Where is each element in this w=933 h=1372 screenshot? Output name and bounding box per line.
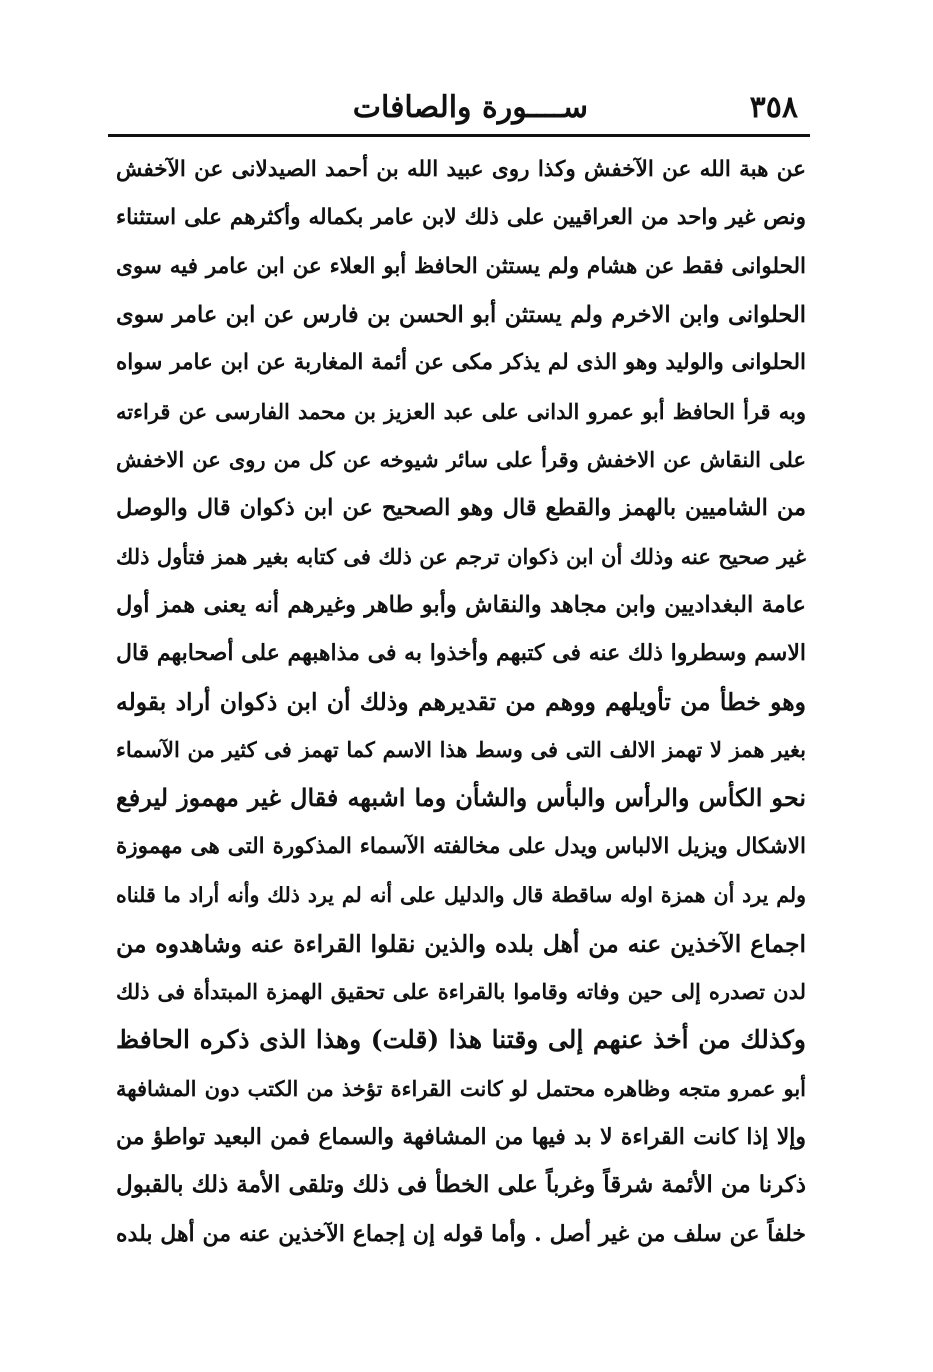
text-line: ونص غير واحد من العراقيين على ذلك لابن عامر بكماله وأكثرهم على استثناء bbox=[116, 205, 806, 231]
text-line: أبو عمرو متجه وظاهره محتمل لو كانت القراءة تؤخذ من الكتب دون المشافهة bbox=[116, 1075, 806, 1101]
page-header bbox=[108, 86, 808, 130]
text-line: وبه قرأ الحافظ أبو عمرو الدانى على عبد العزيز بن محمد الفارسى عن قراءته bbox=[116, 398, 806, 424]
text-line: اجماع الآخذين عنه من أهل بلده والذين نقلوا القراءة عنه وشاهدوه من bbox=[116, 929, 806, 958]
text-line: الاسم وسطروا ذلك عنه فى كتبهم وأخذوا به فى مذاهبهم على أصحابهم قال bbox=[116, 640, 806, 667]
text-line: غير صحيح عنه وذلك أن ابن ذكوان ترجم عن ذلك فى كتابه بغير همز فتأول ذلك bbox=[116, 543, 806, 569]
text-line: وهو خطأ من تأويلهم ووهم من تقديرهم وذلك أن ابن ذكوان أراد بقوله bbox=[116, 687, 806, 716]
text-line: من الشاميين بالهمز والقطع قال وهو الصحيح عن ابن ذكوان قال والوصل bbox=[116, 495, 806, 522]
running-title: ســــورة والصافات bbox=[352, 90, 588, 125]
text-line: نحو الكأس والرأس والبأس والشأن وما اشبهه فقال غير مهموز ليرفع bbox=[116, 783, 806, 813]
text-line: وكذلك من أخذ عنهم إلى وقتنا هذا (قلت) وهذا الذى ذكره الحافظ bbox=[116, 1025, 806, 1055]
text-line: الحلوانى فقط عن هشام ولم يستثن الحافظ أبو العلاء عن ابن عامر فيه سوى bbox=[116, 253, 806, 279]
text-line: لدن تصدره إلى حين وفاته وقاموا بالقراءة على تحقيق الهمزة المبتدأة فى ذلك bbox=[116, 978, 806, 1004]
text-line: على النقاش عن الاخفش وقرأ على سائر شيوخه عن كل من روى عن الاخفش bbox=[116, 447, 806, 473]
text-line: ذكرنا من الأئمة شرقاً وغرباً على الخطأ فى ذلك وتلقى الأمة ذلك بالقبول bbox=[116, 1171, 806, 1199]
page-number: ٣٥٨ bbox=[749, 90, 798, 125]
text-line: ولم يرد أن همزة اوله ساقطة قال والدليل على أنه لم يرد ذلك وأنه أراد ما قلناه bbox=[116, 883, 806, 908]
text-line: وإلا إذا كانت القراءة لا بد فيها من المشافهة والسماع فمن البعيد تواطؤ من bbox=[116, 1123, 806, 1150]
text-line: بغير همز لا تهمز الالف التى فى وسط هذا الاسم كما تهمز فى كثير من الآسماء bbox=[116, 737, 806, 763]
body-text bbox=[116, 146, 806, 1258]
text-line: عن هبة الله عن الآخفش وكذا روى عبيد الله بن أحمد الصيدلانى عن الآخفش bbox=[116, 157, 806, 182]
text-line: الحلوانى والوليد وهو الذى لم يذكر مكى عن أئمة المغاربة عن ابن عامر سواه bbox=[116, 350, 806, 376]
text-line: الاشكال ويزيل الالباس ويدل على مخالفته الآسماء المذكورة التى هى مهموزة bbox=[116, 833, 806, 859]
text-line: الحلوانى وابن الاخرم ولم يستثن أبو الحسن بن فارس عن ابن عامر سوى bbox=[116, 302, 806, 329]
text-line: خلفاً عن سلف من غير أصل . وأما قوله إن إجماع الآخذين عنه من أهل بلده bbox=[116, 1220, 806, 1247]
header-rule bbox=[108, 134, 810, 137]
text-line: عامة البغداديين وابن مجاهد والنقاش وأبو طاهر وغيرهم أنه يعنى همز أول bbox=[116, 592, 806, 619]
